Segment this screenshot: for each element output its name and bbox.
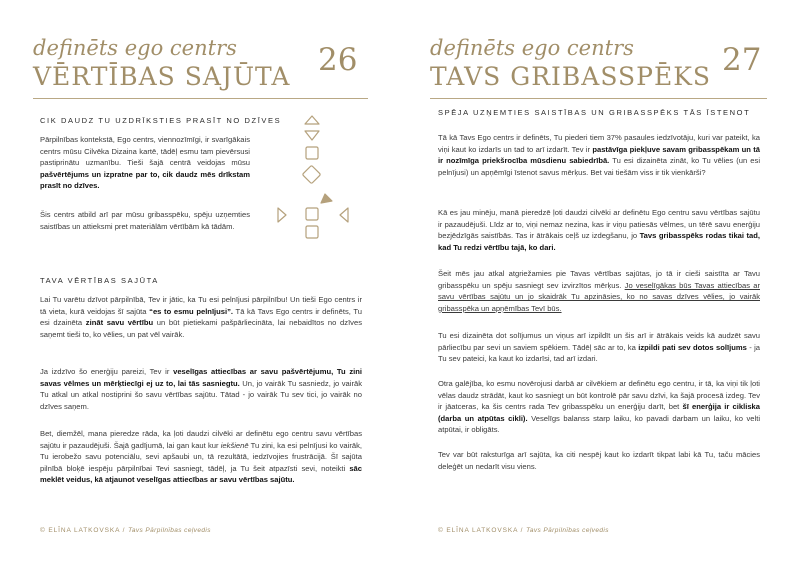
footer-book-title: Tavs Pārpilnības ceļvedis	[128, 527, 211, 534]
ajna-center-shape	[305, 131, 319, 140]
text-run: Tā kā Tavs Ego centrs ir definēts, Tu esi dzainēta	[40, 306, 362, 328]
text-run: Otra galējība, ko esmu novērojusi darbā ar cilvēkiem ar definētu ego centru, ir tā, ka viņi tik ļoti vēlas daudz strādāt, kaut ko sasniegt un būt kontrolē pār savu dzīvi, ka šajā procesā izdeg. Tev ir jāatceras, ka šis centrs rada Tev gribasspēku un enerģiju darīt, bet	[438, 379, 760, 412]
head-center-shape	[305, 116, 319, 124]
text-run: Lai Tu varētu dzīvot pārpilnībā, Tev ir jātic, ka Tu esi pelnījusi pārpilnību! Un tieši Ego centrs ir tā vieta, kurā veidojas šī sajūta	[40, 295, 362, 316]
footer-brand: © ELĪNA LATKOVSKA	[438, 527, 518, 534]
right-title: TAVS GRIBASSPĒKS	[430, 62, 712, 91]
emphasis-run: “es to esmu pelnījusi”.	[149, 306, 234, 316]
right-page-number: 27	[722, 42, 762, 78]
g-center-shape	[302, 165, 320, 183]
text-run: Tu esi dizainēta zināt, ko Tu vēlies (un esi pelnījusi) un apņēmīgi īstenot savus mērķus. Bet vai tiešām viss ir tik vienkārši?	[438, 156, 761, 177]
text-run: Tu esi dizainēta dot solījumus un viņus arī izpildīt un šis arī ir ātrākais veids kā audzēt savu pārliecību par sevi un saviem spēkiem. Tādēļ sāc ar to, ka	[438, 331, 760, 352]
text-run: Tev var būt raksturīga arī sajūta, ka citi nespēj kaut ko izdarīt tikpat labi kā Tu, taču mācies deleģēt un nedarīt visu viens.	[438, 450, 760, 471]
text-run: Pārpilnības kontekstā, Ego centrs, viennozīmīgi, ir svarīgākais centrs mūsu Cilvēka Dizaina kartē, tādēļ esmu tam pievērsusi pastiprinātu uzmanību. Tieši šajā centrā veidojas mūsu	[40, 135, 250, 168]
emphasis-run: šī enerģija ir cikliska (darba un atpūtas cikli).	[438, 402, 761, 423]
footer-book-title: Tavs Pārpilnības ceļvedis	[526, 527, 609, 534]
emphasis-run: zināt savu vērtību	[85, 318, 154, 328]
left-subtitle: definēts ego centrs	[33, 36, 237, 60]
right-title-rule	[430, 98, 767, 99]
right-paragraph-3	[438, 268, 760, 314]
throat-center-shape	[306, 147, 318, 159]
footer-separator: /	[520, 527, 524, 534]
left-section1-heading: CIK DAUDZ TU UZDRĪKSTIES PRASĪT NO DZĪVES	[40, 116, 282, 125]
left-page-number: 26	[318, 42, 358, 78]
ego-center-shape	[321, 194, 332, 203]
bodygraph-centers-diagram	[272, 112, 352, 240]
right-paragraph-1	[438, 132, 760, 178]
emphasis-run: Tavs gribasspēks rodas tikai tad, kad Tu redzi vērtību tajā, ko dari.	[438, 231, 760, 252]
sacral-center-shape	[306, 208, 318, 220]
emphasis-run: iekšienē	[220, 440, 249, 450]
emphasis-run: sāc meklēt veidus, kā atjaunot veselīgas attiecības ar savu vērtības sajūtu.	[40, 463, 362, 485]
left-paragraph-1	[40, 134, 250, 192]
spleen-center-shape	[278, 208, 286, 222]
left-paragraph-3	[40, 294, 362, 340]
text-run: Tā kā Tavs Ego centrs ir definēts, Tu piederi tiem 37% pasaules iedzīvotāju, kuri var pateikt, ka viņi kaut ko izdarīs un tad to arī izdarīt. Tev ir	[438, 133, 760, 154]
right-subtitle: definēts ego centrs	[430, 36, 634, 60]
emphasis-run: Jo veselīgākas būs Tavas attiecības ar savu vērtības sajūtu un jo skaidrāk Tu apzināsies, ko no savas dzīves vēlies, jo vairāk gribasspēka un apņēmības Tevī būs.	[438, 280, 760, 313]
text-run: Bet, diemžēl, mana pieredze rāda, ka ļoti daudzi cilvēki ar definētu ego centru savu vērtības sajūtu ir pazaudējuši. Šajā gadījumā, lai gan kaut kur	[40, 429, 362, 450]
left-footer	[40, 527, 211, 534]
solar-plexus-center-shape	[340, 208, 348, 222]
right-paragraph-2	[438, 207, 760, 253]
text-run: Un, jo vairāk Tu sasniedz, jo vairāk Tu atkal un atkal nostiprini šo savu vērtības sajūtu. Tātad - jo vairāk Tu sev tici, jo vairāk no dzīves saņem.	[40, 378, 362, 411]
text-run: Veselīgs balanss starp laiku, ko pavadi darbam un laiku, ko velti atpūtai, ir obligāts.	[438, 413, 761, 435]
footer-separator: /	[122, 527, 126, 534]
left-paragraph-2	[40, 209, 250, 232]
right-page	[400, 0, 800, 565]
text-run: Tu zini, ka esi pelnījusi ko vairāk, Tu ierobežo savu potenciālu, sevi apšaubi un, tā rezultātā, iedzīvojies frustrācijā. Šī sajūta pilnībā bloķē iespēju pārpilnībai Tevi sasniegt, tādēļ, ja Tu šeit atpazīsti sevi, noteikti	[40, 440, 362, 473]
emphasis-run: veselīgas attiecības ar savu pašvērtējumu, Tu zini savas vēlmes un mērķtiecīgi ej uz to, lai tās sasniegtu.	[40, 367, 362, 388]
right-section1-heading: SPĒJA UZŅEMTIES SAISTĪBAS UN GRIBASSPĒKS TĀS ĪSTENOT	[438, 108, 751, 117]
text-run: - ja Tu sev pateici, ka kaut ko izdarīsi, tad arī izdari.	[438, 342, 760, 364]
text-run: Kā es jau minēju, manā pieredzē ļoti daudzi cilvēki ar definētu Ego centru savu vērtības sajūtu ir pazaudējuši. Līdz ar to, viņi nemaz nezina, kas ir viņu patiesās vēlmes, un tērē savu enerģiju bezjēdzīgās saistībās. Tas ir ātrākais ceļš uz izdegšanu, jo	[438, 208, 760, 241]
left-paragraph-5	[40, 428, 362, 486]
text-run: un būt pietiekami pašpārliecināta, lai nebaidītos no dzīves saņemt tieši to, ko vēlies, un pat vēl vairāk.	[40, 318, 362, 339]
right-paragraph-4	[438, 330, 760, 365]
left-paragraph-4	[40, 366, 362, 412]
text-run: Šeit mēs jau atkal atgriežamies pie Tavas vērtības sajūtas, jo tā ir cieši saistīta ar Tavu gribasspēku un spēju sasniegt sev izvirzītos mērķus.	[438, 269, 760, 290]
left-title: VĒRTĪBAS SAJŪTA	[33, 62, 291, 91]
right-paragraph-5	[438, 378, 760, 436]
left-title-rule	[33, 98, 368, 99]
right-footer	[438, 527, 609, 534]
emphasis-run: pašvērtējums un izpratne par to, cik daudz mēs drīkstam prasīt no dzīves.	[40, 169, 250, 191]
text-run: Šis centrs atbild arī par mūsu gribasspēku, spēju uzņemties saistības un attieksmi pret materiālām vērtībām kā tādām.	[40, 210, 250, 231]
footer-brand: © ELĪNA LATKOVSKA	[40, 527, 120, 534]
emphasis-run: pastāvīga piekļuve savam gribasspēkam un tā ir nozīmīga priekšrocība mūsdienu sabiedrībā.	[438, 144, 760, 166]
left-section2-heading: TAVA VĒRTĪBAS SAJŪTA	[40, 276, 159, 285]
emphasis-run: izpildi pati sev dotos solījums	[638, 342, 747, 352]
text-run: Ja izdzīvo šo enerģiju pareizi, Tev ir	[40, 367, 174, 376]
right-paragraph-6	[438, 449, 760, 472]
root-center-shape	[306, 226, 318, 238]
